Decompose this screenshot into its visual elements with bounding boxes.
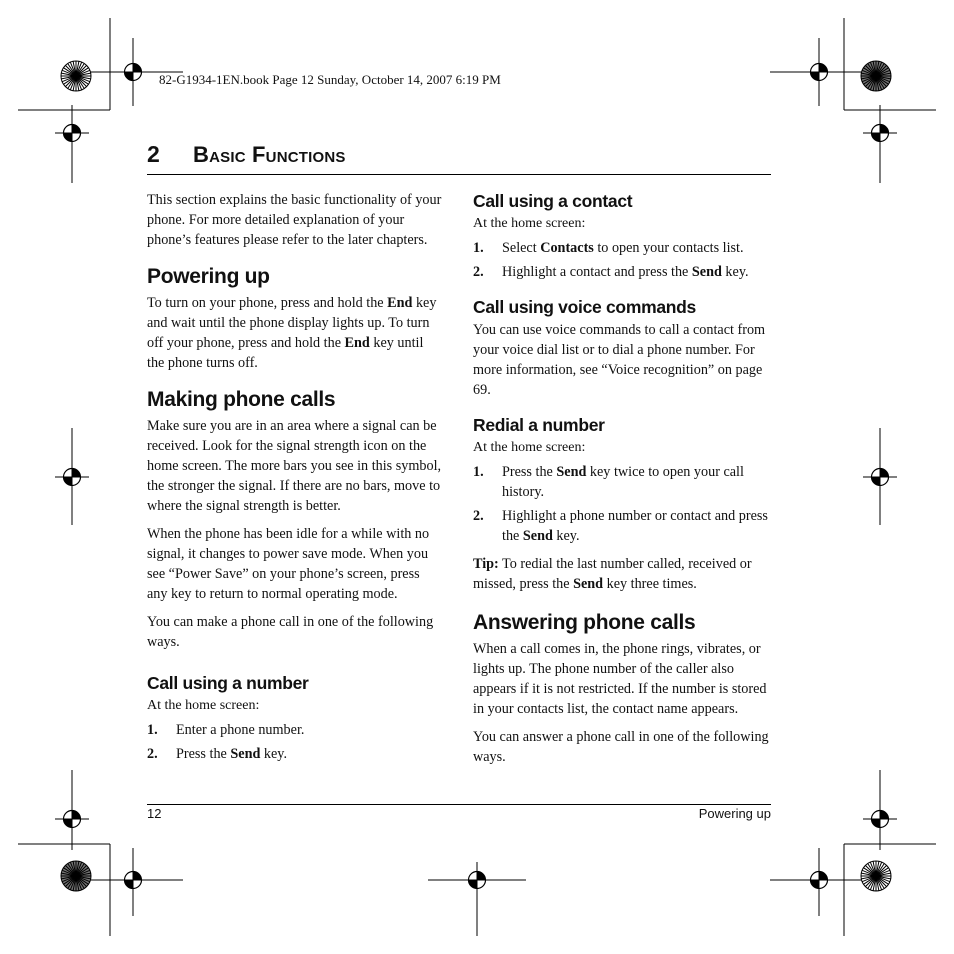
answering-heading: Answering phone calls <box>473 611 696 634</box>
footer-section-name: Powering up <box>698 806 771 821</box>
list-item: 2. Highlight a contact and press the Send key. <box>473 264 749 280</box>
list-item: 1. Enter a phone number. <box>147 722 305 738</box>
right-column <box>473 190 773 775</box>
tip-label: Tip: <box>473 556 499 572</box>
redial-steps <box>473 462 773 546</box>
end-key-label: End <box>387 295 413 311</box>
chapter-title: Basic Functions <box>193 142 346 167</box>
left-column <box>147 190 443 772</box>
page-number: 12 <box>147 806 162 821</box>
send-key-label: Send <box>691 264 722 280</box>
redial-heading: Redial a number <box>473 415 605 435</box>
chapter-heading <box>147 140 771 175</box>
powering-up-heading: Powering up <box>147 265 270 288</box>
redial-tip: Tip: To redial the last number called, received or missed, press the Send key three times. <box>473 556 752 592</box>
send-key-label: Send <box>522 528 553 544</box>
making-calls-paragraph-3: You can make a phone call in one of the following ways. <box>147 614 434 650</box>
voice-commands-heading: Call using voice commands <box>473 297 696 317</box>
list-item: 2. Highlight a phone number or contact and press the Send key. <box>473 508 768 544</box>
send-key-label: Send <box>573 576 604 592</box>
chapter-number: 2 <box>147 141 160 167</box>
making-calls-paragraph-1: Make sure you are in an area where a signal can be received. Look for the signal strength icon on the home screen. The more bars you see in this symbol, the stronger the signal. If there are no bars, move to where the signal strength is better. <box>147 418 442 514</box>
voice-commands-paragraph: You can use voice commands to call a contact from your voice dial list or to dial a phone number. For more information, see “Voice recognition” on page 69. <box>473 322 766 398</box>
call-contact-lead: At the home screen: <box>473 216 586 231</box>
send-key-label: Send <box>556 464 587 480</box>
list-item: 1. Press the Send key twice to open your call history. <box>473 464 744 500</box>
contacts-label: Contacts <box>540 240 594 256</box>
page-footer <box>147 804 771 821</box>
making-calls-paragraph-2: When the phone has been idle for a while with no signal, it changes to power save mode. When you see “Power Save” on your phone’s screen, press any key to return to normal operating mode. <box>147 526 430 602</box>
call-number-lead: At the home screen: <box>147 698 260 713</box>
book-info-line: 82-G1934-1EN.book Page 12 Sunday, October 14, 2007 6:19 PM <box>159 72 501 87</box>
call-number-heading: Call using a number <box>147 673 309 693</box>
send-key-label: Send <box>230 746 261 762</box>
list-item: 1. Select Contacts to open your contacts list. <box>473 240 744 256</box>
call-contact-steps <box>473 238 773 282</box>
answering-paragraph-1: When a call comes in, the phone rings, vibrates, or lights up. The phone number of the caller also appears if it is not restricted. If the number is stored in your contacts list, the contact name appears. <box>473 641 767 717</box>
answering-paragraph-2: You can answer a phone call in one of the following ways. <box>473 729 769 765</box>
call-number-steps <box>147 720 443 764</box>
powering-up-paragraph: To turn on your phone, press and hold the End key and wait until the phone display lights up. To turn off your phone, press and hold the End key until the phone turns off. <box>147 295 437 371</box>
end-key-label: End <box>344 335 370 351</box>
list-item: 2. Press the Send key. <box>147 746 288 762</box>
redial-lead: At the home screen: <box>473 440 586 455</box>
call-contact-heading: Call using a contact <box>473 191 633 211</box>
intro-paragraph: This section explains the basic functionality of your phone. For more detailed explanation of your phone’s features please refer to the later chapters. <box>147 192 442 248</box>
making-calls-heading: Making phone calls <box>147 388 336 411</box>
